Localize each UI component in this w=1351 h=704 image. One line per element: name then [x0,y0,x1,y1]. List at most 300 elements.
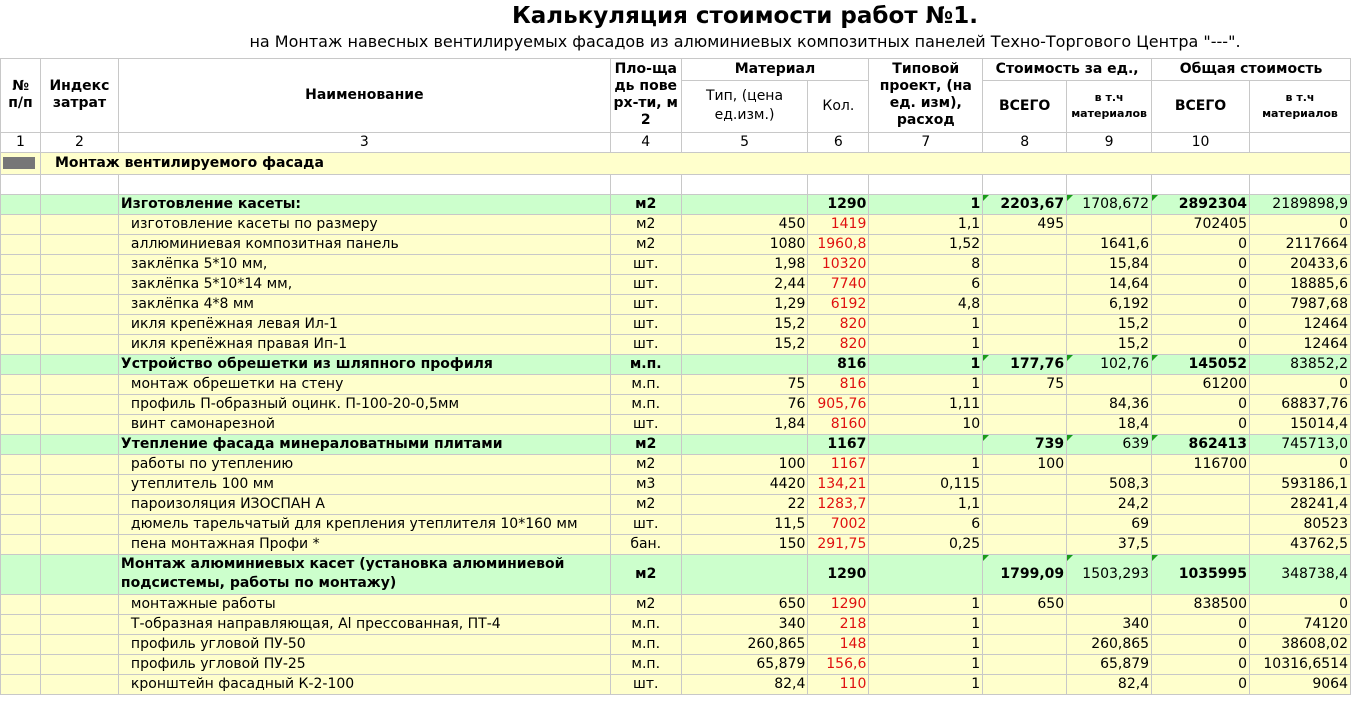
cell-price[interactable]: 1,29 [681,294,808,314]
cell-empty[interactable] [40,494,118,514]
cell-qty[interactable]: 1167 [808,454,869,474]
header-type[interactable]: Тип, (цена ед.изм.) [681,80,808,132]
cell-norm[interactable]: 1 [869,654,983,674]
cell-name[interactable]: монтаж обрешетки на стену [118,374,610,394]
cell-unit[interactable]: м2 [610,554,681,594]
cell-unit[interactable]: м2 [610,234,681,254]
cell-qty[interactable]: 8160 [808,414,869,434]
cell-empty[interactable] [1,514,41,534]
cell-price[interactable] [681,354,808,374]
cell-empty[interactable] [40,354,118,374]
cell-empty[interactable] [40,614,118,634]
cell-price[interactable]: 22 [681,494,808,514]
page-title: Калькуляция стоимости работ №1. [511,3,979,29]
header-area[interactable]: Пло-щадь поверх-ти, м2 [610,58,681,132]
cell-all[interactable]: 495 [983,214,1067,234]
cell-empty[interactable] [40,394,118,414]
table-row [1,334,1351,354]
cell-incl[interactable]: 14,64 [1067,274,1152,294]
cell-price[interactable]: 1,98 [681,254,808,274]
cell-all[interactable] [983,334,1067,354]
cell-all[interactable]: 1799,09 [983,554,1067,594]
cell-tall[interactable]: 0 [1152,614,1250,634]
cell-tincl[interactable]: 83852,2 [1249,354,1350,374]
cell-empty[interactable] [40,454,118,474]
cell-tall[interactable]: 0 [1152,334,1250,354]
cell-qty[interactable]: 1167 [808,434,869,454]
cell-qty[interactable]: 110 [808,674,869,694]
cell-incl[interactable] [1067,454,1152,474]
cell-incl[interactable]: 102,76 [1067,354,1152,374]
cell-norm[interactable]: 1 [869,674,983,694]
cell-norm[interactable]: 1 [869,634,983,654]
cell-norm[interactable]: 1 [869,314,983,334]
cell-tincl[interactable]: 38608,02 [1249,634,1350,654]
table-row [1,294,1351,314]
cell-tincl[interactable]: 0 [1249,214,1350,234]
cell-tall[interactable]: 0 [1152,274,1250,294]
cell-tall[interactable]: 1035995 [1152,554,1250,594]
cell-incl[interactable]: 69 [1067,514,1152,534]
cell-all[interactable] [983,634,1067,654]
cell-incl[interactable]: 1503,293 [1067,554,1152,594]
cell-tincl[interactable]: 15014,4 [1249,414,1350,434]
cell-tincl[interactable]: 9064 [1249,674,1350,694]
cell-name[interactable]: Монтаж алюминиевых касет (установка алюминиевой подсистемы, работы по монтажу) [118,554,610,594]
cell-empty[interactable] [1,454,41,474]
column-number-cell[interactable]: 7 [869,132,983,152]
group-marker-icon [3,157,35,169]
cell-empty[interactable] [40,554,118,594]
cell-qty[interactable]: 816 [808,374,869,394]
cell-tall[interactable]: 0 [1152,394,1250,414]
cell-qty[interactable]: 905,76 [808,394,869,414]
cell-incl[interactable]: 15,84 [1067,254,1152,274]
cell-unit[interactable]: м.п. [610,634,681,654]
cell-price[interactable]: 65,879 [681,654,808,674]
cell-empty[interactable] [40,214,118,234]
cell-empty[interactable] [40,514,118,534]
cell-price[interactable]: 15,2 [681,314,808,334]
cell-all[interactable] [983,414,1067,434]
cell-tall[interactable] [1152,514,1250,534]
cell-all[interactable]: 739 [983,434,1067,454]
cell-price[interactable]: 450 [681,214,808,234]
cell-name[interactable]: заклёпка 4*8 мм [118,294,610,314]
cell-name[interactable]: Т-образная направляющая, Al прессованная, ПТ-4 [118,614,610,634]
cell-qty[interactable]: 218 [808,614,869,634]
cell-empty[interactable] [1,674,41,694]
cell-name[interactable]: икля крепёжная правая Ип-1 [118,334,610,354]
column-number-cell[interactable]: 9 [1067,132,1152,152]
cell-name[interactable]: пароизоляция ИЗОСПАН А [118,494,610,514]
cell-empty[interactable] [1,314,41,334]
header-num[interactable]: № п/п [1,58,41,132]
cell-unit[interactable]: шт. [610,294,681,314]
cell-empty[interactable] [1,494,41,514]
cell-norm[interactable]: 0,115 [869,474,983,494]
cell-incl[interactable]: 24,2 [1067,494,1152,514]
cell-unit[interactable]: м.п. [610,374,681,394]
cell-tincl[interactable]: 68837,76 [1249,394,1350,414]
cell-tall[interactable]: 0 [1152,654,1250,674]
cell-unit[interactable]: м2 [610,494,681,514]
cell-empty[interactable] [1,614,41,634]
cell-price[interactable]: 650 [681,594,808,614]
cell-empty[interactable] [40,374,118,394]
header-row-1 [1,58,1351,80]
column-number-cell[interactable]: 5 [681,132,808,152]
cell-empty[interactable] [1,194,41,214]
cell-empty[interactable] [40,594,118,614]
cell-empty[interactable] [40,194,118,214]
cell-tincl[interactable]: 18885,6 [1249,274,1350,294]
cell-unit[interactable]: м.п. [610,614,681,634]
cell-unit[interactable]: м.п. [610,394,681,414]
cell-tincl[interactable]: 7987,68 [1249,294,1350,314]
cell-qty[interactable]: 816 [808,354,869,374]
cell-empty[interactable] [1,354,41,374]
cell-qty[interactable]: 156,6 [808,654,869,674]
cell-unit[interactable]: м2 [610,214,681,234]
cell-price[interactable]: 2,44 [681,274,808,294]
cell-norm[interactable]: 1 [869,614,983,634]
cell-empty[interactable] [1,594,41,614]
cell-all[interactable] [983,294,1067,314]
cell-unit[interactable]: шт. [610,414,681,434]
cell-qty[interactable]: 291,75 [808,534,869,554]
cell-empty[interactable] [40,294,118,314]
cell-name[interactable]: изготовление касеты по размеру [118,214,610,234]
header-index[interactable]: Индекс затрат [40,58,118,132]
cell-empty[interactable] [1,234,41,254]
cell-tall[interactable]: 0 [1152,314,1250,334]
cell-qty[interactable]: 1290 [808,594,869,614]
column-number-cell[interactable]: 4 [610,132,681,152]
cell-tall[interactable] [1152,474,1250,494]
cell-tincl[interactable]: 12464 [1249,334,1350,354]
cell-unit[interactable]: м2 [610,594,681,614]
cell-empty[interactable] [1,394,41,414]
column-number-cell[interactable]: 8 [983,132,1067,152]
cell-empty[interactable] [40,674,118,694]
cell-name[interactable]: профиль угловой ПУ-50 [118,634,610,654]
cell-norm[interactable]: 1,11 [869,394,983,414]
table-row [1,674,1351,694]
header-typical[interactable]: Типовой проект, (на ед. изм), расход [869,58,983,132]
cell-qty[interactable]: 148 [808,634,869,654]
cell-name[interactable]: работы по утеплению [118,454,610,474]
cell-unit[interactable]: шт. [610,254,681,274]
cell-tall[interactable]: 0 [1152,674,1250,694]
cell-norm[interactable]: 1,1 [869,494,983,514]
cell-incl[interactable]: 6,192 [1067,294,1152,314]
cell-incl[interactable] [1067,374,1152,394]
cell-tall[interactable]: 61200 [1152,374,1250,394]
cell-incl[interactable]: 84,36 [1067,394,1152,414]
cell-tall[interactable]: 145052 [1152,354,1250,374]
cell-tincl[interactable]: 2117664 [1249,234,1350,254]
cell-unit[interactable]: м2 [610,194,681,214]
cell-name[interactable]: Изготовление касеты: [118,194,610,214]
cell-empty[interactable] [40,254,118,274]
cell-incl[interactable]: 1708,672 [1067,194,1152,214]
cell-norm[interactable] [869,434,983,454]
cell-tall[interactable] [1152,534,1250,554]
cell-name[interactable]: Устройство обрешетки из шляпного профиля [118,354,610,374]
cell-unit[interactable]: м2 [610,434,681,454]
cell-all[interactable] [983,234,1067,254]
cell-name[interactable]: аллюминиевая композитная панель [118,234,610,254]
cell-empty[interactable] [1,214,41,234]
cell-incl[interactable]: 65,879 [1067,654,1152,674]
header-all-total[interactable]: ВСЕГО [1152,80,1250,132]
cell-qty[interactable]: 820 [808,314,869,334]
cell-tincl[interactable]: 80523 [1249,514,1350,534]
cell-tincl[interactable]: 10316,6514 [1249,654,1350,674]
cell-qty[interactable]: 1290 [808,554,869,594]
cell-name[interactable]: профиль П-образный оцинк. П-100-20-0,5мм [118,394,610,414]
cell-all[interactable] [983,514,1067,534]
cell-empty[interactable] [40,314,118,334]
cell-incl[interactable] [1067,214,1152,234]
cell-name[interactable]: пена монтажная Профи * [118,534,610,554]
header-total-cost[interactable]: Общая стоимость [1152,58,1351,80]
cell-price[interactable]: 100 [681,454,808,474]
cell-all[interactable] [983,394,1067,414]
cell-tall[interactable]: 116700 [1152,454,1250,474]
cell-norm[interactable]: 6 [869,514,983,534]
column-number-cell[interactable] [1249,132,1350,152]
cell-name[interactable]: заклёпка 5*10*14 мм, [118,274,610,294]
cell-incl[interactable]: 18,4 [1067,414,1152,434]
cell-name[interactable]: икля крепёжная левая Ил-1 [118,314,610,334]
cell-price[interactable]: 340 [681,614,808,634]
cell-name[interactable]: дюмель тарельчатый для крепления утеплителя 10*160 мм [118,514,610,534]
cell-empty[interactable] [40,474,118,494]
cell-empty[interactable] [40,334,118,354]
cell-tincl[interactable]: 74120 [1249,614,1350,634]
cell-all[interactable] [983,254,1067,274]
cell-tall[interactable]: 0 [1152,234,1250,254]
cell-name[interactable]: кронштейн фасадный К-2-100 [118,674,610,694]
cell-empty[interactable] [1,254,41,274]
cell-name[interactable]: заклёпка 5*10 мм, [118,254,610,274]
cell-empty[interactable] [1,274,41,294]
cell-tall[interactable]: 0 [1152,634,1250,654]
cell-empty[interactable] [40,414,118,434]
cell-norm[interactable]: 10 [869,414,983,434]
cell-name[interactable]: Утепление фасада минераловатными плитами [118,434,610,454]
section-marker[interactable] [1,152,41,174]
cell-qty[interactable]: 1290 [808,194,869,214]
cell-tincl[interactable]: 593186,1 [1249,474,1350,494]
cell-incl[interactable]: 1641,6 [1067,234,1152,254]
cell-empty[interactable] [1,334,41,354]
cell-name[interactable]: винт самонарезной [118,414,610,434]
cell-empty[interactable] [1,294,41,314]
cell-incl[interactable] [1067,594,1152,614]
header-material[interactable]: Материал [681,58,869,80]
column-number-cell[interactable]: 1 [1,132,41,152]
column-number-cell[interactable]: 6 [808,132,869,152]
cell-price[interactable]: 76 [681,394,808,414]
cell-all[interactable] [983,534,1067,554]
cell-norm[interactable]: 1 [869,454,983,474]
cell-unit[interactable]: м.п. [610,354,681,374]
cell-qty[interactable]: 7002 [808,514,869,534]
cell-tall[interactable]: 0 [1152,254,1250,274]
cell-tincl[interactable]: 0 [1249,374,1350,394]
cell-norm[interactable]: 4,8 [869,294,983,314]
cell-empty[interactable] [1,414,41,434]
cell-price[interactable]: 260,865 [681,634,808,654]
column-number-cell[interactable]: 10 [1152,132,1250,152]
cell-all[interactable]: 177,76 [983,354,1067,374]
cell-name[interactable]: профиль угловой ПУ-25 [118,654,610,674]
cell-tall[interactable]: 0 [1152,414,1250,434]
cell-price[interactable]: 15,2 [681,334,808,354]
cell-empty[interactable] [40,434,118,454]
cell-price[interactable]: 1080 [681,234,808,254]
cell-unit[interactable]: шт. [610,514,681,534]
cell-incl[interactable]: 82,4 [1067,674,1152,694]
cell-tincl[interactable]: 28241,4 [1249,494,1350,514]
cell-norm[interactable]: 1 [869,594,983,614]
cell-tincl[interactable]: 0 [1249,454,1350,474]
cell-qty[interactable]: 7740 [808,274,869,294]
cell-empty[interactable] [1,554,41,594]
cell-price[interactable]: 1,84 [681,414,808,434]
header-all-unit[interactable]: ВСЕГО [983,80,1067,132]
cell-empty[interactable] [40,634,118,654]
header-qty[interactable]: Кол. [808,80,869,132]
header-incl-unit[interactable]: в т.ч материалов [1067,80,1152,132]
cell-all[interactable]: 650 [983,594,1067,614]
cell-all[interactable] [983,654,1067,674]
cell-all[interactable] [983,474,1067,494]
cell-qty[interactable]: 1960,8 [808,234,869,254]
cell-tincl[interactable]: 2189898,9 [1249,194,1350,214]
cell-tincl[interactable]: 20433,6 [1249,254,1350,274]
cell-unit[interactable]: м2 [610,454,681,474]
cell-unit[interactable]: шт. [610,334,681,354]
cell-incl[interactable]: 15,2 [1067,314,1152,334]
cell-incl[interactable]: 508,3 [1067,474,1152,494]
cell-qty[interactable]: 10320 [808,254,869,274]
cell-qty[interactable]: 6192 [808,294,869,314]
cell-price[interactable]: 150 [681,534,808,554]
column-number-cell[interactable]: 2 [40,132,118,152]
cell-unit[interactable]: шт. [610,674,681,694]
cell-empty[interactable] [40,274,118,294]
cell-price[interactable]: 11,5 [681,514,808,534]
cell-tall[interactable]: 702405 [1152,214,1250,234]
cell-qty[interactable]: 1419 [808,214,869,234]
cell-all[interactable] [983,314,1067,334]
cell-price[interactable]: 4420 [681,474,808,494]
cell-price[interactable]: 75 [681,374,808,394]
table-row [1,474,1351,494]
cell-qty[interactable]: 1283,7 [808,494,869,514]
table-row [1,214,1351,234]
cell-tall[interactable] [1152,494,1250,514]
cell-tall[interactable]: 838500 [1152,594,1250,614]
cell-price[interactable] [681,434,808,454]
cell-empty[interactable] [1,374,41,394]
cell-qty[interactable]: 820 [808,334,869,354]
column-number-cell[interactable]: 3 [118,132,610,152]
section-title[interactable]: Монтаж вентилируемого фасада [40,152,1350,174]
cell-norm[interactable]: 1,1 [869,214,983,234]
cell-tall[interactable]: 2892304 [1152,194,1250,214]
cell-tincl[interactable]: 43762,5 [1249,534,1350,554]
cell-incl[interactable]: 15,2 [1067,334,1152,354]
cell-tincl[interactable]: 0 [1249,594,1350,614]
cell-all[interactable]: 2203,67 [983,194,1067,214]
cell-all[interactable] [983,274,1067,294]
cell-tall[interactable]: 0 [1152,294,1250,314]
cell-norm[interactable]: 1 [869,374,983,394]
cell-price[interactable] [681,554,808,594]
cell-price[interactable]: 82,4 [681,674,808,694]
cell-all[interactable]: 75 [983,374,1067,394]
cell-tall[interactable]: 862413 [1152,434,1250,454]
cell-name[interactable]: монтажные работы [118,594,610,614]
cell-unit[interactable]: м3 [610,474,681,494]
cell-incl[interactable]: 340 [1067,614,1152,634]
cell-norm[interactable]: 1 [869,354,983,374]
cell-all[interactable] [983,614,1067,634]
cell-empty[interactable] [40,234,118,254]
cell-empty[interactable] [40,534,118,554]
cell-incl[interactable]: 37,5 [1067,534,1152,554]
cell-empty[interactable] [1,474,41,494]
cell-incl[interactable]: 639 [1067,434,1152,454]
cell-norm[interactable] [869,554,983,594]
cell-incl[interactable]: 260,865 [1067,634,1152,654]
cell-tincl[interactable]: 745713,0 [1249,434,1350,454]
cell-empty[interactable] [40,654,118,674]
cell-empty[interactable] [1,534,41,554]
cell-norm[interactable]: 1 [869,194,983,214]
cell-unit[interactable]: м.п. [610,654,681,674]
cell-all[interactable] [983,494,1067,514]
cell-unit[interactable]: бан. [610,534,681,554]
cell-norm[interactable]: 1 [869,334,983,354]
cell-norm[interactable]: 1,52 [869,234,983,254]
cell-price[interactable] [681,194,808,214]
cell-qty[interactable]: 134,21 [808,474,869,494]
cell-empty[interactable] [1,634,41,654]
header-unit-cost[interactable]: Стоимость за ед., [983,58,1152,80]
cell-norm[interactable]: 6 [869,274,983,294]
cell-empty[interactable] [1,654,41,674]
cell-unit[interactable]: шт. [610,314,681,334]
cell-norm[interactable]: 8 [869,254,983,274]
cell-norm[interactable]: 0,25 [869,534,983,554]
cell-tincl[interactable]: 348738,4 [1249,554,1350,594]
header-incl-total[interactable]: в т.ч материалов [1249,80,1350,132]
table-row [1,614,1351,634]
header-name[interactable]: Наименование [118,58,610,132]
cell-empty[interactable] [1,434,41,454]
cell-name[interactable]: утеплитель 100 мм [118,474,610,494]
cell-tincl[interactable]: 12464 [1249,314,1350,334]
cell-all[interactable] [983,674,1067,694]
cell-all[interactable]: 100 [983,454,1067,474]
cell-unit[interactable]: шт. [610,274,681,294]
